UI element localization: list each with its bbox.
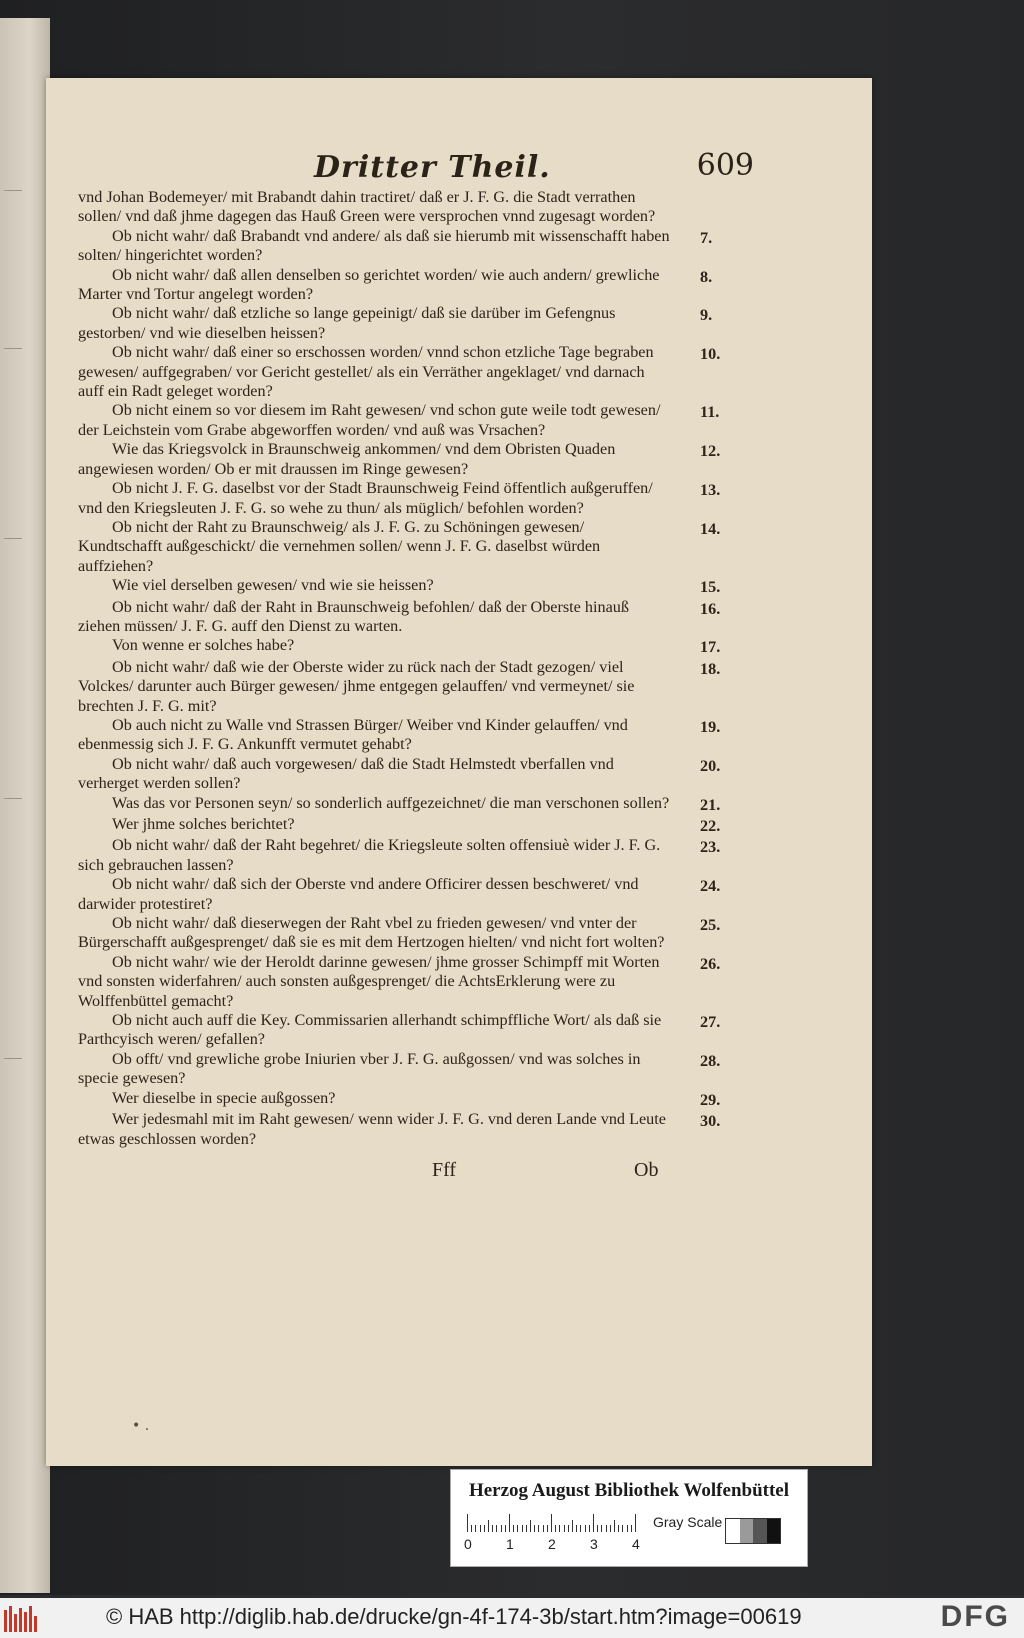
question-entry xyxy=(78,343,848,401)
ruler-tick xyxy=(547,1525,548,1532)
signature-line xyxy=(78,1159,848,1193)
ruler-tick xyxy=(543,1525,544,1532)
question-text: Ob nicht wahr/ daß der Raht in Braunschweig befohlen/ daß der Oberste hinauß ziehen müssen/ J. F. G. auff den Dienst zu warten. xyxy=(78,597,629,635)
ruler-tick xyxy=(492,1525,493,1532)
question-number: 25. xyxy=(700,916,721,935)
ruler-tick xyxy=(505,1525,506,1532)
question-number: 24. xyxy=(700,877,721,896)
ruler-tick xyxy=(568,1525,569,1532)
question-number: 22. xyxy=(700,817,721,835)
question-entry xyxy=(78,1110,848,1149)
question-text: vnd Johan Bodemeyer/ mit Brabandt dahin tractiret/ daß er J. F. G. die Stadt verrathen sollen/ vnd daß jhme dagegen das Hauß Green were versprochen vnnd zugesagt worden? xyxy=(78,188,656,226)
question-number: 27. xyxy=(700,1013,721,1032)
document-page xyxy=(46,78,872,1466)
ruler-tick xyxy=(585,1525,586,1532)
question-entry xyxy=(78,875,848,914)
ruler-tick xyxy=(593,1514,594,1532)
question-number: 17. xyxy=(700,638,721,657)
question-text: Ob nicht wahr/ daß wie der Oberste wider zu rück nach der Stadt gezogen/ viel Volckes/ darunter auch Bürger gewesen/ jhme entgegen gelauffen/ vnd vermeynet/ sie brechten J. F. G. mit? xyxy=(78,657,635,715)
question-number: 26. xyxy=(700,954,721,973)
question-entry xyxy=(78,914,848,953)
question-text: Ob offt/ vnd grewliche grobe Iniurien vber J. F. G. außgossen/ vnd was solches in specie gewesen? xyxy=(78,1049,641,1088)
ruler-tick xyxy=(618,1525,619,1532)
question-text: Ob nicht einem so vor diesem im Raht gewesen/ vnd schon gute weile todt gewesen/ der Leichstein vom Grabe abgeworffen worden/ vnd auß was Vrsachen? xyxy=(78,401,661,439)
question-text: Ob nicht wahr/ daß auch vorgewesen/ daß die Stadt Helmstedt vberfallen vnd verherget werden sollen? xyxy=(78,754,614,793)
page-text-block xyxy=(78,150,848,1193)
ruler-tick xyxy=(572,1520,573,1532)
ruler-tick xyxy=(488,1520,489,1532)
page-number: 609 xyxy=(696,148,754,183)
question-entry xyxy=(78,636,848,657)
question-entry xyxy=(78,227,848,266)
ruler-tick xyxy=(471,1525,472,1532)
question-text: Ob nicht wahr/ daß dieserwegen der Raht vbel zu frieden gewesen/ vnd vnter der Bürgerschafft außgesprenget/ daß sie es mit dem Hertzogen hielten/ vnd nicht fort wolten? xyxy=(78,914,665,952)
footer-bar xyxy=(0,1598,1024,1638)
question-entry xyxy=(78,188,848,227)
grayscale-swatch xyxy=(725,1518,781,1544)
question-number: 19. xyxy=(700,717,721,736)
signature-mark: Fff xyxy=(432,1158,457,1181)
question-text: Ob nicht wahr/ wie der Heroldt darinne gewesen/ jhme grosser Schimpff mit Worten vnd sonsten widerfahren/ auch sonsten außgesprenget/ die AchtsErklerung were zu Wolffenbüttel gemacht? xyxy=(78,952,660,1010)
color-ruler-card xyxy=(450,1469,808,1567)
ruler-tick xyxy=(627,1525,628,1532)
ruler-tick xyxy=(576,1525,577,1532)
question-number: 29. xyxy=(700,1090,721,1109)
question-text: Wer jhme solches berichtet? xyxy=(112,815,295,833)
question-entry xyxy=(78,401,848,440)
question-number: 12. xyxy=(700,442,721,461)
source-link[interactable]: © HAB http://diglib.hab.de/drucke/gn-4f-174-3b/start.htm?image=00619 xyxy=(106,1604,802,1629)
question-text: Wie viel derselben gewesen/ vnd wie sie heissen? xyxy=(112,576,434,595)
question-text: Ob nicht auch auff die Key. Commissarien allerhandt schimpffliche Wort/ als daß sie Parthcyisch weren/ gefallen? xyxy=(78,1011,662,1049)
question-entry xyxy=(78,755,848,794)
ruler-tick xyxy=(559,1525,560,1532)
ruler-label: 4 xyxy=(632,1536,640,1552)
ruler-tick xyxy=(622,1525,623,1532)
ruler-label: 0 xyxy=(464,1536,472,1552)
question-text: Ob nicht der Raht zu Braunschweig/ als J. F. G. zu Schöningen gewesen/ Kundtschafft außgeschickt/ die vernehmen sollen/ wenn J. F. G. daselbst würden auffziehen? xyxy=(78,517,601,575)
question-entry xyxy=(78,716,848,755)
question-entry xyxy=(78,836,848,875)
ruler-tick xyxy=(522,1525,523,1532)
ruler-tick xyxy=(509,1514,510,1532)
question-text: Von wenne er solches habe? xyxy=(112,636,295,655)
margin-mark: • . xyxy=(132,1418,150,1434)
ruler-tick xyxy=(606,1525,607,1532)
question-text: Wer jedesmahl mit im Raht gewesen/ wenn wider J. F. G. vnd deren Lande vnd Leute etwas geschlossen worden? xyxy=(78,1110,666,1148)
ruler-tick xyxy=(610,1525,611,1532)
question-text: Ob nicht wahr/ daß einer so erschossen worden/ vnnd schon etzliche Tage begraben gewesen/ auffgegraben/ vor Gericht gestellet/ als ein Verräther angeklaget/ vnd darnach auff ein Radt geleget worden? xyxy=(78,343,654,401)
question-entry xyxy=(78,1050,848,1089)
ruler-tick xyxy=(551,1514,552,1532)
question-entry xyxy=(78,440,848,479)
ruler-tick xyxy=(501,1525,502,1532)
question-number: 30. xyxy=(700,1112,721,1131)
catchword: Ob xyxy=(634,1158,659,1181)
ruler-tick xyxy=(614,1520,615,1532)
ruler-tick xyxy=(484,1525,485,1532)
question-entry xyxy=(78,815,848,836)
question-number: 7. xyxy=(700,228,713,247)
ruler-tick xyxy=(635,1514,636,1532)
ruler-tick xyxy=(534,1525,535,1532)
question-number: 15. xyxy=(700,578,721,597)
question-number: 10. xyxy=(700,345,721,364)
question-number: 8. xyxy=(700,267,713,286)
ruler-tick xyxy=(475,1525,476,1532)
question-entry xyxy=(78,658,848,716)
ruler-tick xyxy=(597,1525,598,1532)
question-entry xyxy=(78,518,848,576)
ruler-tick xyxy=(526,1525,527,1532)
question-entry xyxy=(78,1089,848,1110)
question-entry xyxy=(78,576,848,597)
question-text: Ob nicht wahr/ daß sich der Oberste vnd andere Officirer dessen beschweret/ vnd darwider protestiret? xyxy=(78,875,639,913)
ruler-tick xyxy=(480,1525,481,1532)
question-list xyxy=(78,188,848,1149)
question-text: Wer dieselbe in specie außgossen? xyxy=(112,1088,336,1107)
question-number: 14. xyxy=(700,519,721,538)
previous-page-edge xyxy=(0,18,50,1593)
ruler-tick xyxy=(555,1525,556,1532)
question-number: 9. xyxy=(700,306,713,325)
question-entry xyxy=(78,598,848,637)
question-text: Was das vor Personen seyn/ so sonderlich auffgezeichnet/ die man verschonen sollen? xyxy=(112,793,670,812)
question-text: Wie das Kriegsvolck in Braunschweig ankommen/ vnd dem Obristen Quaden angewiesen worden/ Ob er mit draussen im Ringe gewesen? xyxy=(78,440,616,478)
grayscale-label: Gray Scale xyxy=(653,1514,723,1530)
dfg-logo: DFG xyxy=(940,1600,1010,1633)
question-text: Ob nicht wahr/ daß etzliche so lange gepeinigt/ daß sie darüber im Gefengnus gestorben/ vnd wie dieselben heissen? xyxy=(78,304,616,342)
ruler-tick xyxy=(467,1514,468,1532)
question-number: 23. xyxy=(700,838,721,857)
question-number: 18. xyxy=(700,659,721,678)
ruler-tick xyxy=(564,1525,565,1532)
ruler-tick xyxy=(517,1525,518,1532)
ruler-tick xyxy=(601,1525,602,1532)
ruler-tick xyxy=(530,1520,531,1532)
question-entry xyxy=(78,266,848,305)
question-number: 20. xyxy=(700,756,721,775)
question-entry xyxy=(78,304,848,343)
ruler-label: 1 xyxy=(506,1536,514,1552)
question-entry xyxy=(78,1011,848,1050)
question-number: 28. xyxy=(700,1051,721,1070)
ruler-tick xyxy=(496,1525,497,1532)
question-number: 21. xyxy=(700,795,721,814)
question-text: Ob nicht wahr/ daß allen denselben so gerichtet worden/ wie auch andern/ grewliche Marter vnd Tortur angelegt worden? xyxy=(78,265,660,304)
ruler-tick xyxy=(631,1525,632,1532)
question-number xyxy=(700,188,760,190)
ruler-tick xyxy=(538,1525,539,1532)
question-entry xyxy=(78,953,848,1011)
running-head-title: Dritter Theil. xyxy=(314,150,551,185)
question-entry xyxy=(78,479,848,518)
question-number: 13. xyxy=(700,481,721,500)
question-number: 16. xyxy=(700,599,721,618)
library-name: Herzog August Bibliothek Wolfenbüttel xyxy=(468,1480,790,1501)
question-text: Ob nicht wahr/ daß der Raht begehret/ die Kriegsleute solten offensiuè wider J. F. G. sich gebrauchen lassen? xyxy=(78,836,661,874)
question-number: 11. xyxy=(700,403,720,422)
question-text: Ob nicht J. F. G. daselbst vor der Stadt Braunschweig Feind öffentlich außgeruffen/ vnd den Kriegsleuten J. F. G. so wehe zu thun/ als müglich/ befohlen worden? xyxy=(78,479,653,517)
barcode-icon xyxy=(4,1604,44,1632)
ruler-label: 2 xyxy=(548,1536,556,1552)
ruler-label: 3 xyxy=(590,1536,598,1552)
question-text: Ob nicht wahr/ daß Brabandt vnd andere/ als daß sie hierumb mit wissenschafft haben solten/ hingerichtet worden? xyxy=(78,226,670,265)
running-head xyxy=(78,150,848,188)
question-entry xyxy=(78,794,848,815)
centimeter-scale xyxy=(464,1510,653,1552)
ruler-tick xyxy=(589,1525,590,1532)
ruler-tick xyxy=(580,1525,581,1532)
ruler-tick xyxy=(513,1525,514,1532)
question-text: Ob auch nicht zu Walle vnd Strassen Bürger/ Weiber vnd Kinder gelauffen/ vnd ebenmessig sich J. F. G. Ankunfft vermutet gehabt? xyxy=(78,715,628,754)
